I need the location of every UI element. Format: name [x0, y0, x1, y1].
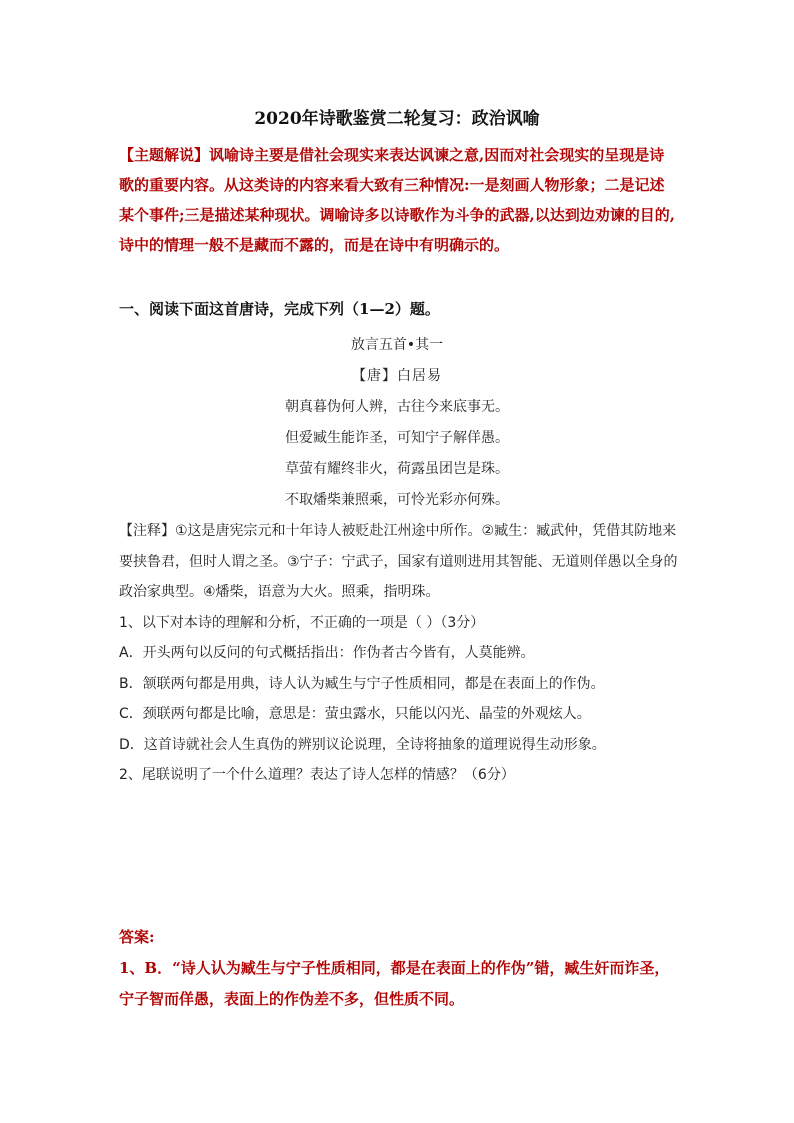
section-heading: 一、阅读下面这首唐诗，完成下列（1—2）题。 [119, 300, 440, 318]
poem-line: 但爱臧生能诈圣，可知宁子解佯愚。 [285, 430, 509, 446]
answer-1: 1、B．“诗人认为臧生与宁子性质相同，都是在表面上的作伪”错，臧生奸而诈圣，宁子智而佯愚，表面上的作伪差不多，但性质不同。 [119, 959, 670, 1008]
poem-title: 放言五首•其一 [350, 337, 444, 353]
annotation-notes: 【注释】①这是唐宪宗元和十年诗人被贬赴江州途中所作。②臧生：臧武仲，凭借其防地来要挟鲁君，但时人谓之圣。③宁子：宁武子，国家有道则进用其智能、无道则佯愚以全身的政治家典型。④燔柴，语意为大火。照乘，指明珠。 [119, 523, 678, 600]
answers-section [119, 922, 679, 1015]
theme-explanation: 【主题解说】讽喻诗主要是借社会现实来表达讽谏之意,因而对社会现实的呈现是诗歌的重要内容。从这类诗的内容来看大致有三种情况:一是刻画人物形象；二是记述某个事件;三是描述某种现状。调喻诗多以诗歌作为斗争的武器,以达到边劝谏的目的,诗中的情理一般不是藏而不露的，而是在诗中有明确示的。 [119, 146, 675, 254]
question-1: 1、以下对本诗的理解和分析，不正确的一项是（ ）（3分） [119, 614, 485, 631]
option-c: C．颈联两句都是比喻，意思是：萤虫露水，只能以闪光、晶莹的外观炫人。 [119, 706, 591, 722]
document-title: 2020年诗歌鉴赏二轮复习：政治讽喻 [254, 109, 540, 129]
question-2: 2、尾联说明了一个什么道理？表达了诗人怎样的情感？（6分） [119, 767, 515, 783]
poem-line: 草萤有耀终非火，荷露虽团岂是珠。 [285, 461, 509, 477]
option-a: A．开头两句以反问的句式概括指出：作伪者古今皆有，人莫能辨。 [119, 645, 535, 661]
poem [0, 330, 794, 516]
answers-label: 答案: [119, 928, 155, 946]
poem-line: 不取燔柴兼照乘，可怜光彩亦何殊。 [285, 492, 509, 508]
option-b: B．颔联两句都是用典，诗人认为臧生与宁子性质相同，都是在表面上的作伪。 [119, 675, 605, 692]
poem-author: 【唐】白居易 [352, 368, 442, 384]
poem-line: 朝真暮伪何人辨，古往今来底事无。 [285, 399, 509, 415]
option-d: D．这首诗就社会人生真伪的辨别议论说理，全诗将抽象的道理说得生动形象。 [119, 736, 606, 753]
notes-and-questions [119, 516, 679, 791]
